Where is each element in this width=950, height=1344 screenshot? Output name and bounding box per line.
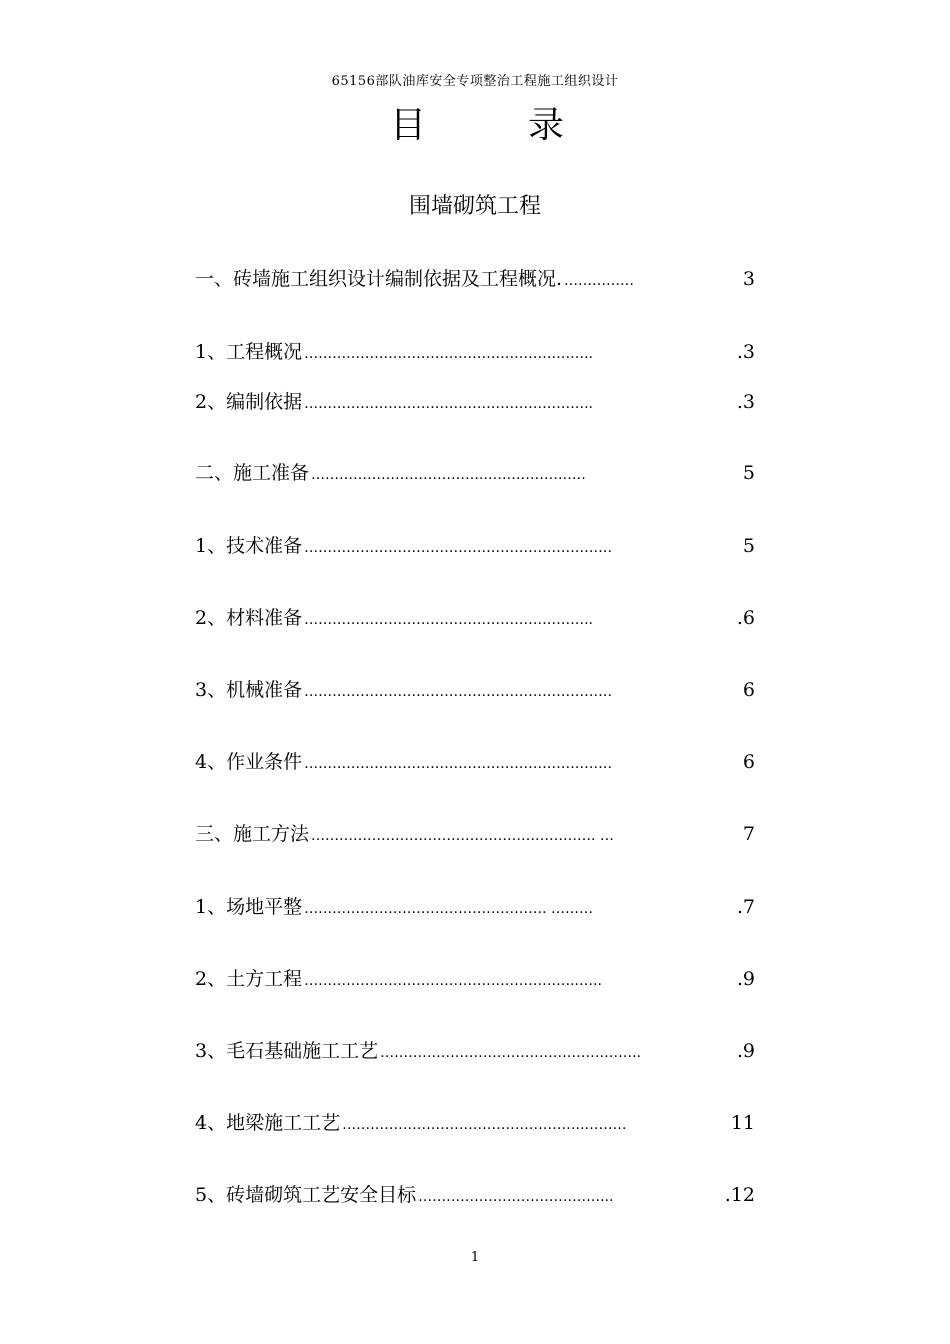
toc-entry-page: 6 — [742, 751, 755, 773]
toc-entry-page: .3 — [736, 391, 755, 413]
toc-entry[interactable] — [195, 892, 755, 922]
toc-entry-page: .3 — [736, 341, 755, 363]
toc-entry[interactable] — [195, 337, 755, 367]
toc-entry-page: 7 — [742, 823, 755, 845]
toc-entry-label: 3、毛石基础施工工艺 — [195, 1040, 379, 1062]
toc-entry-label: 一、砖墙施工组织设计编制依据及工程概况. — [195, 268, 563, 290]
toc-entry[interactable] — [195, 675, 755, 705]
toc-entry-leader: …………… — [564, 273, 635, 289]
toc-entry-page: 6 — [742, 679, 755, 701]
toc-entry-leader: ……………………………………………………. … — [311, 828, 614, 844]
toc-entry-page: 5 — [742, 535, 755, 557]
toc-entry-leader: …………………………………………………..….. — [304, 973, 602, 989]
toc-entry-page: 5 — [742, 462, 755, 484]
toc-entry[interactable] — [195, 264, 755, 294]
toc-entry-label: 二、施工准备 — [195, 462, 310, 484]
toc-entry-label: 1、工程概况 — [195, 341, 303, 363]
toc-entry-label: 4、作业条件 — [195, 751, 303, 773]
toc-entry-leader: …………………………………... — [418, 1189, 614, 1205]
toc-entry-label: 1、技术准备 — [195, 535, 303, 557]
toc-entry-leader: ………………………………..………………… — [311, 467, 586, 483]
toc-entry[interactable] — [195, 1180, 755, 1210]
toc-entry-label: 5、砖墙砌筑工艺安全目标 — [195, 1184, 417, 1206]
toc-entry-leader: ……………………………………………. ……… — [304, 901, 593, 917]
toc-entry-leader: …………………………………………………….. — [304, 346, 593, 362]
toc-entry-page: 11 — [730, 1112, 755, 1134]
toc-entry-leader: ………………………………………………………… — [304, 756, 613, 772]
toc-entry-leader: ………………………………………………………… — [304, 540, 613, 556]
running-header: 65156部队油库安全专项整治工程施工组织设计 — [331, 74, 619, 89]
title-char-2: 录 — [528, 105, 565, 146]
toc-entry-page: .9 — [736, 968, 755, 990]
toc-entry[interactable] — [195, 964, 755, 994]
page-number: 1 — [470, 1250, 480, 1265]
toc-entry-leader: ……………………………………………….. — [380, 1045, 641, 1061]
toc-entry-label: 2、编制依据 — [195, 391, 303, 413]
toc-entry[interactable] — [195, 531, 755, 561]
toc-entry-leader: ………………………………………………………… — [304, 684, 613, 700]
toc-entry-leader: …………………………………………………….. — [304, 396, 593, 412]
document-title — [0, 98, 950, 158]
toc-entry-page: .7 — [736, 896, 755, 918]
toc-entry[interactable] — [195, 1036, 755, 1066]
toc-entry-label: 三、施工方法 — [195, 823, 310, 845]
toc-entry-page: .9 — [736, 1040, 755, 1062]
toc-entry-label: 1、场地平整 — [195, 896, 303, 918]
toc-entry[interactable] — [195, 387, 755, 417]
toc-entry-page: 3 — [742, 268, 755, 290]
toc-entry-label: 2、材料准备 — [195, 607, 303, 629]
toc-entry[interactable] — [195, 747, 755, 777]
toc-entry-label: 2、土方工程 — [195, 968, 303, 990]
toc-entry[interactable] — [195, 819, 755, 849]
toc-entry-page: .12 — [724, 1184, 755, 1206]
toc-entry[interactable] — [195, 458, 755, 488]
toc-entry[interactable] — [195, 1108, 755, 1138]
toc-entry-label: 4、地梁施工工艺 — [195, 1112, 341, 1134]
section-title: 围墙砌筑工程 — [408, 194, 541, 219]
toc-entry[interactable] — [195, 603, 755, 633]
toc-entry-page: .6 — [736, 607, 755, 629]
title-char-1: 目 — [390, 105, 427, 146]
toc-entry-label: 3、机械准备 — [195, 679, 303, 701]
toc-entry-leader: …………………………………………….……… — [342, 1117, 627, 1133]
toc-entry-leader: …………………………………………………….. — [304, 612, 593, 628]
